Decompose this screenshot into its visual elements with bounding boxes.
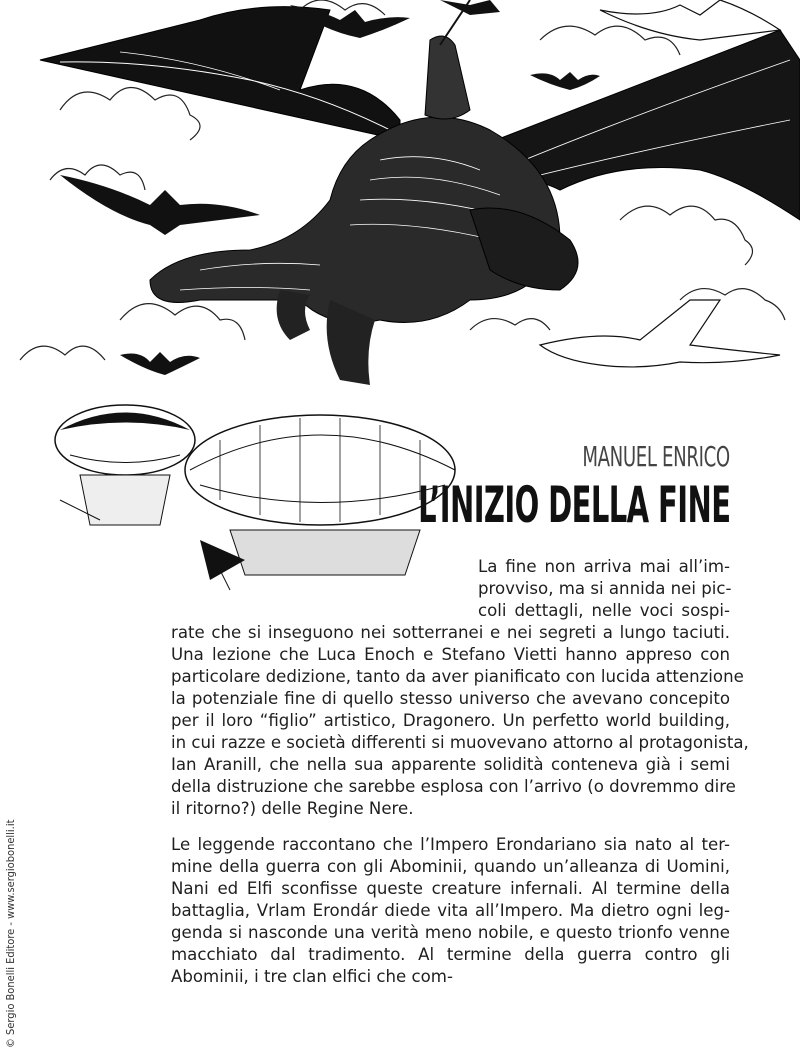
text-line: per il loro “figlio” artistico, Dragonero. Un perfetto world building, [171,711,730,730]
text-line: macchiato dal tradimento. [171,945,406,964]
text-line: Una lezione che Luca Enoch e Stefano Vietti hanno appreso con [171,645,730,664]
flying-creature [600,0,780,40]
text-line: Ian Aranill, che nella sua apparente solidità conteneva già i semi [171,755,730,774]
cloud [20,346,105,360]
text-line: Nani ed Elfi sconfisse queste creature infernali. Al termine della [171,879,730,898]
cloud [470,319,550,330]
text-line: genda si nasconde una verità meno nobile, e questo trionfo venne [171,923,730,942]
cloud [620,206,753,265]
text-line: battaglia, Vrlam Erondár diede vita all’Impero. Ma dietro ogni leg- [171,901,730,920]
bat [120,352,200,375]
article-lead [478,556,730,622]
text-line: la potenziale fine di quello stesso universo che avevano concepito [171,689,730,708]
airship-small [55,405,195,525]
cloud [60,88,200,141]
bat [60,175,260,235]
text-line: della distruzione che sarebbe esplosa con l’arrivo (o dovremmo dire [171,777,736,796]
text-line: coli dettagli, nelle voci sospi- [478,601,730,620]
copyright-notice: © Sergio Bonelli Editore - www.sergiobonelli.it [4,819,17,1048]
text-line: Al termine della guerra contro gli Abominii, i tre clan elfici che com- [171,945,731,986]
text-line: in cui razze e società differenti si muovevano attorno al protagonista, [171,733,749,752]
article-paragraph-2 [171,834,730,988]
airship-large [185,415,455,590]
text-line: il ritorno?) delle Regine Nere. [171,799,414,818]
article-title: L’INIZIO DELLA FINE [417,476,730,534]
dragon-leg [277,290,310,340]
flying-creature [540,300,780,367]
cloud [120,304,245,340]
text-line: provviso, ma si annida nei pic- [478,579,732,598]
text-line: La fine non arriva mai all’im- [478,557,730,576]
text-line: mine della guerra con gli Abominii, quando un’alleanza di Uomini, [171,857,730,876]
bat [530,72,600,90]
article-author: MANUEL ENRICO [582,440,730,473]
text-line: rate che si inseguono nei sotterranei e nei segreti a lungo taciuti. [171,623,730,642]
article-paragraph-1 [171,622,749,820]
bat [440,0,500,15]
text-line: particolare dedizione, tanto da aver pianificato con lucida attenzione [171,667,744,686]
text-line: Le leggende raccontano che l’Impero Erondariano sia nato al ter- [171,835,730,854]
rider [425,36,470,119]
